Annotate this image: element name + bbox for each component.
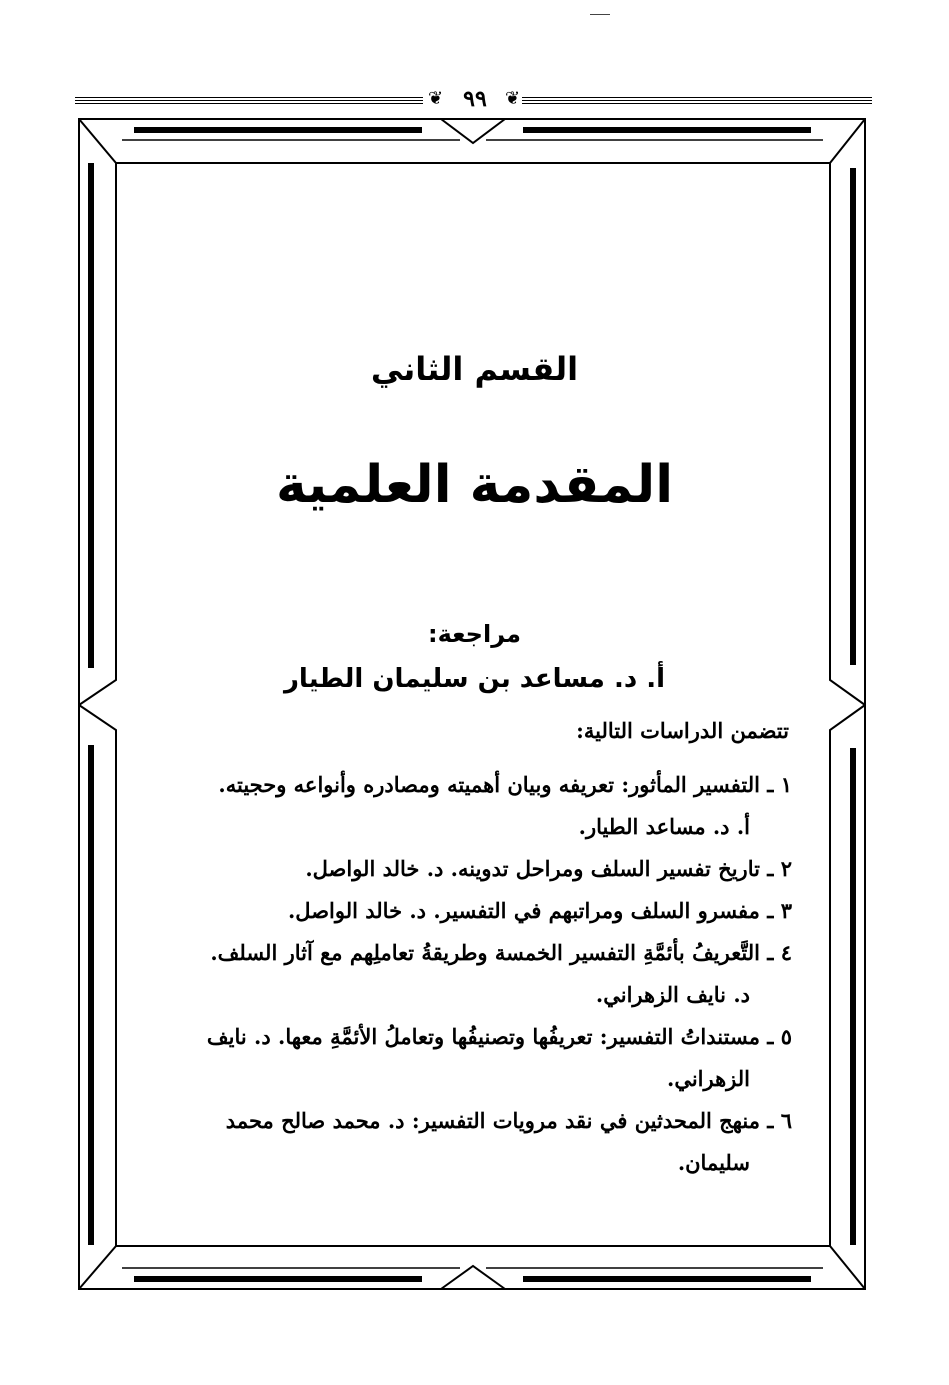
study-title: ٢ ـ تاريخ تفسير السلف ومراحل تدوينه. د. خالد الواصل. (305, 856, 792, 881)
frame-left-lower-bevel (79, 705, 116, 1246)
study-title: ٤ ـ التَّعريفُ بأئمَّةِ التفسير الخمسة وطريقةُ تعاملِهم مع آثار السلف. (210, 940, 792, 965)
bar-left-lower (88, 745, 94, 1245)
page-number: ٩٩ (463, 86, 487, 112)
study-author: أ. د. مساعد الطيار. (578, 814, 750, 839)
page-title: المقدمة العلمية (275, 455, 674, 515)
section-label: القسم الثاني (370, 350, 579, 388)
reviewer-name: أ. د. مساعد بن سليمان الطيار (283, 664, 666, 694)
frame-top-right-bevel (473, 119, 865, 163)
review-label: مراجعة: (427, 620, 521, 648)
bar-bottom-left (134, 1276, 422, 1282)
bar-left-upper (88, 163, 94, 668)
bar-right-lower (850, 748, 856, 1245)
study-author: سليمان. (677, 1150, 750, 1175)
ornament-right-icon: ❦ (505, 88, 521, 109)
list-item (120, 764, 792, 848)
study-author: الزهراني. (667, 1066, 750, 1091)
list-item (120, 932, 792, 1016)
bar-top-left (134, 127, 422, 133)
study-author: د. نايف الزهراني. (595, 982, 750, 1007)
study-title: ١ ـ التفسير المأثور: تعريفه وبيان أهميته ومصادره وأنواعه وحجيته. (218, 772, 792, 797)
frame-bottom-left-bevel (79, 1246, 116, 1289)
bar-top-right (523, 127, 811, 133)
study-title: ٦ ـ منهج المحدثين في نقد مرويات التفسير: د. محمد صالح محمد (225, 1108, 792, 1133)
frame-top-left-bevel (79, 119, 473, 163)
study-title: ٣ ـ مفسرو السلف ومراتبهم في التفسير. د. خالد الواصل. (287, 898, 792, 923)
study-title: ٥ ـ مستنداتُ التفسير: تعريفُها وتصنيفُها وتعاملُ الأئمَّةِ معها. د. نايف (206, 1024, 792, 1049)
list-item (120, 1100, 792, 1184)
frame-right-lower-bevel (830, 705, 865, 1246)
ornament-left-icon: ❦ (428, 88, 444, 109)
bar-right-upper (850, 168, 856, 665)
frame-bottom-right-bevel (830, 1246, 865, 1289)
studies-list (120, 764, 792, 1184)
list-item (120, 848, 792, 890)
bar-bottom-right (523, 1276, 811, 1282)
studies-intro: تتضمن الدراسات التالية: (576, 718, 789, 743)
list-item (120, 1016, 792, 1100)
frame-bottom-notch (441, 1266, 505, 1289)
list-item (120, 890, 792, 932)
